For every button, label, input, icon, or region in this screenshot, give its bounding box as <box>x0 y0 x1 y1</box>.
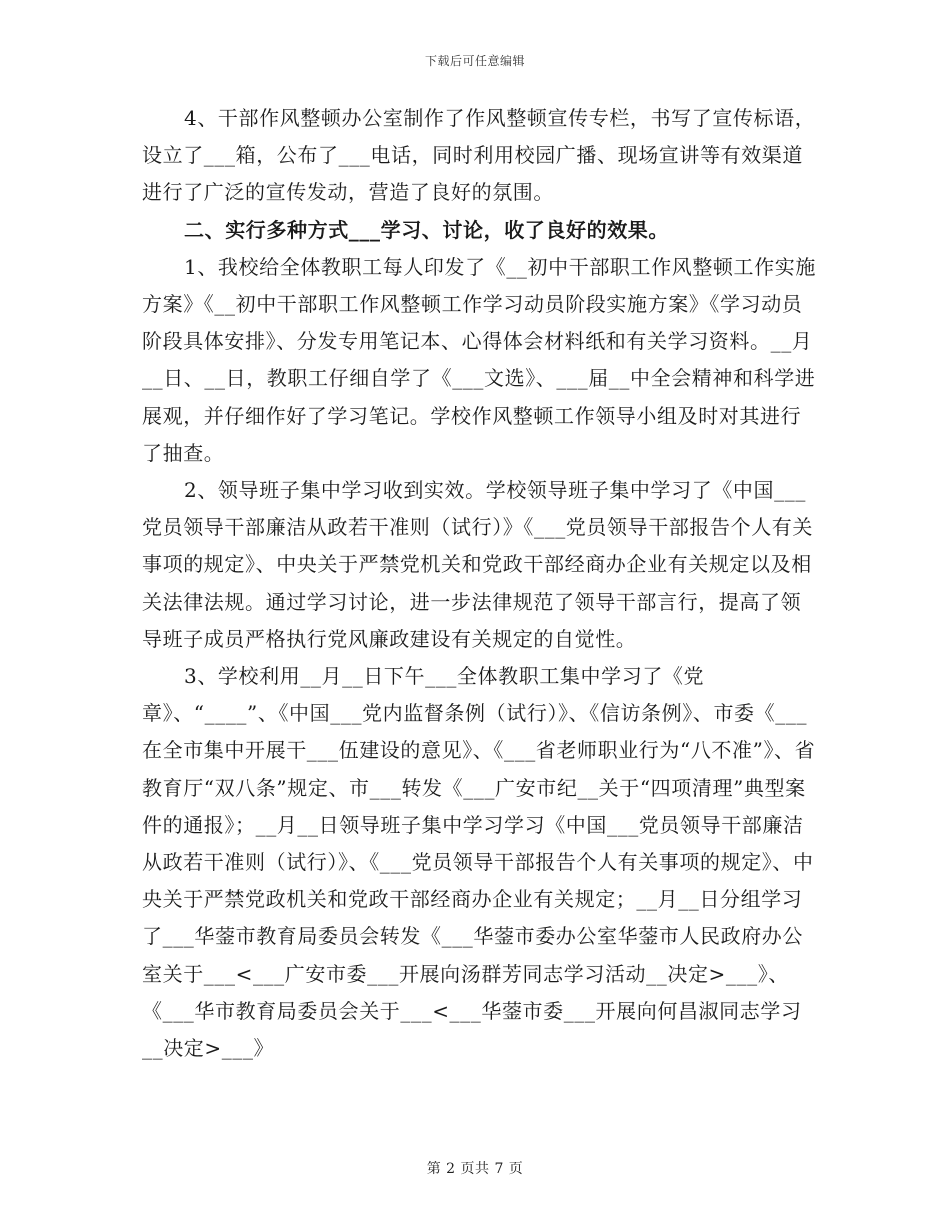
paragraph-item-2: 2、领导班子集中学习收到实效。学校领导班子集中学习了《中国___党员领导干部廉洁从政若干准则（试行）》《___党员领导干部报告个人有关事项的规定》、中央关于严禁党机关和党政干部经商办企业有关规定以及相关法律法规。通过学习讨论，进一步法律规范了领导干部言行，提高了领导班子成员严格执行党风廉政建设有关规定的自觉性。 <box>142 478 813 651</box>
section-heading-2: 二、实行多种方式___学习、讨论，收了良好的效果。 <box>184 217 669 242</box>
paragraph-item-4: 4、干部作风整顿办公室制作了作风整顿宣传专栏，书写了宣传标语，设立了___箱，公布了___电话，同时利用校园广播、现场宣讲等有效渠道进行了广泛的宣传发动，营造了良好的氛围。 <box>142 106 816 205</box>
document-body <box>142 100 816 1067</box>
paragraph-item-1: 1、我校给全体教职工每人印发了《__初中干部职工作风整顿工作实施方案》《__初中干部职工作风整顿工作学习动员阶段实施方案》《学习动员阶段具体安排》、分发专用笔记本、心得体会材料纸和有关学习资料。__月__日、__日，教职工仔细自学了《___文选》、___届__中全会精神和科学进展观，并仔细作好了学习笔记。学校作风整顿工作领导小组及时对其进行了抽查。 <box>142 254 816 465</box>
page-number: 第 2 页共 7 页 <box>426 1161 524 1177</box>
page-header: 下载后可任意编辑 <box>424 54 525 68</box>
paragraph-item-3: 3、学校利用__月__日下午___全体教职工集中学习了《党章》、“____”、《中国___党内监督条例（试行）》、《信访条例》、市委《___在全市集中开展干___伍建设的意见》、《___省老师职业行为“八不准”》、省教育厅“双八条”规定、市___转发《___广安市纪__关于“四项清理”典型案件的通报》；__月__日领导班子集中学习学习《中国___党员领导干部廉洁从政若干准则（试行）》、《___党员领导干部报告个人有关事项的规定》、中央关于严禁党政机关和党政干部经商办企业有关规定；__月__日分组学习了___华蓥市教育局委员会转发《___华蓥市委办公室华蓥市人民政府办公室关于___<___广安市委___开展向汤群芳同志学习活动__决定>___》、《___华市教育局委员会关于___<___华蓥市委___开展向何昌淑同志学习__决定>___》 <box>142 664 816 1061</box>
